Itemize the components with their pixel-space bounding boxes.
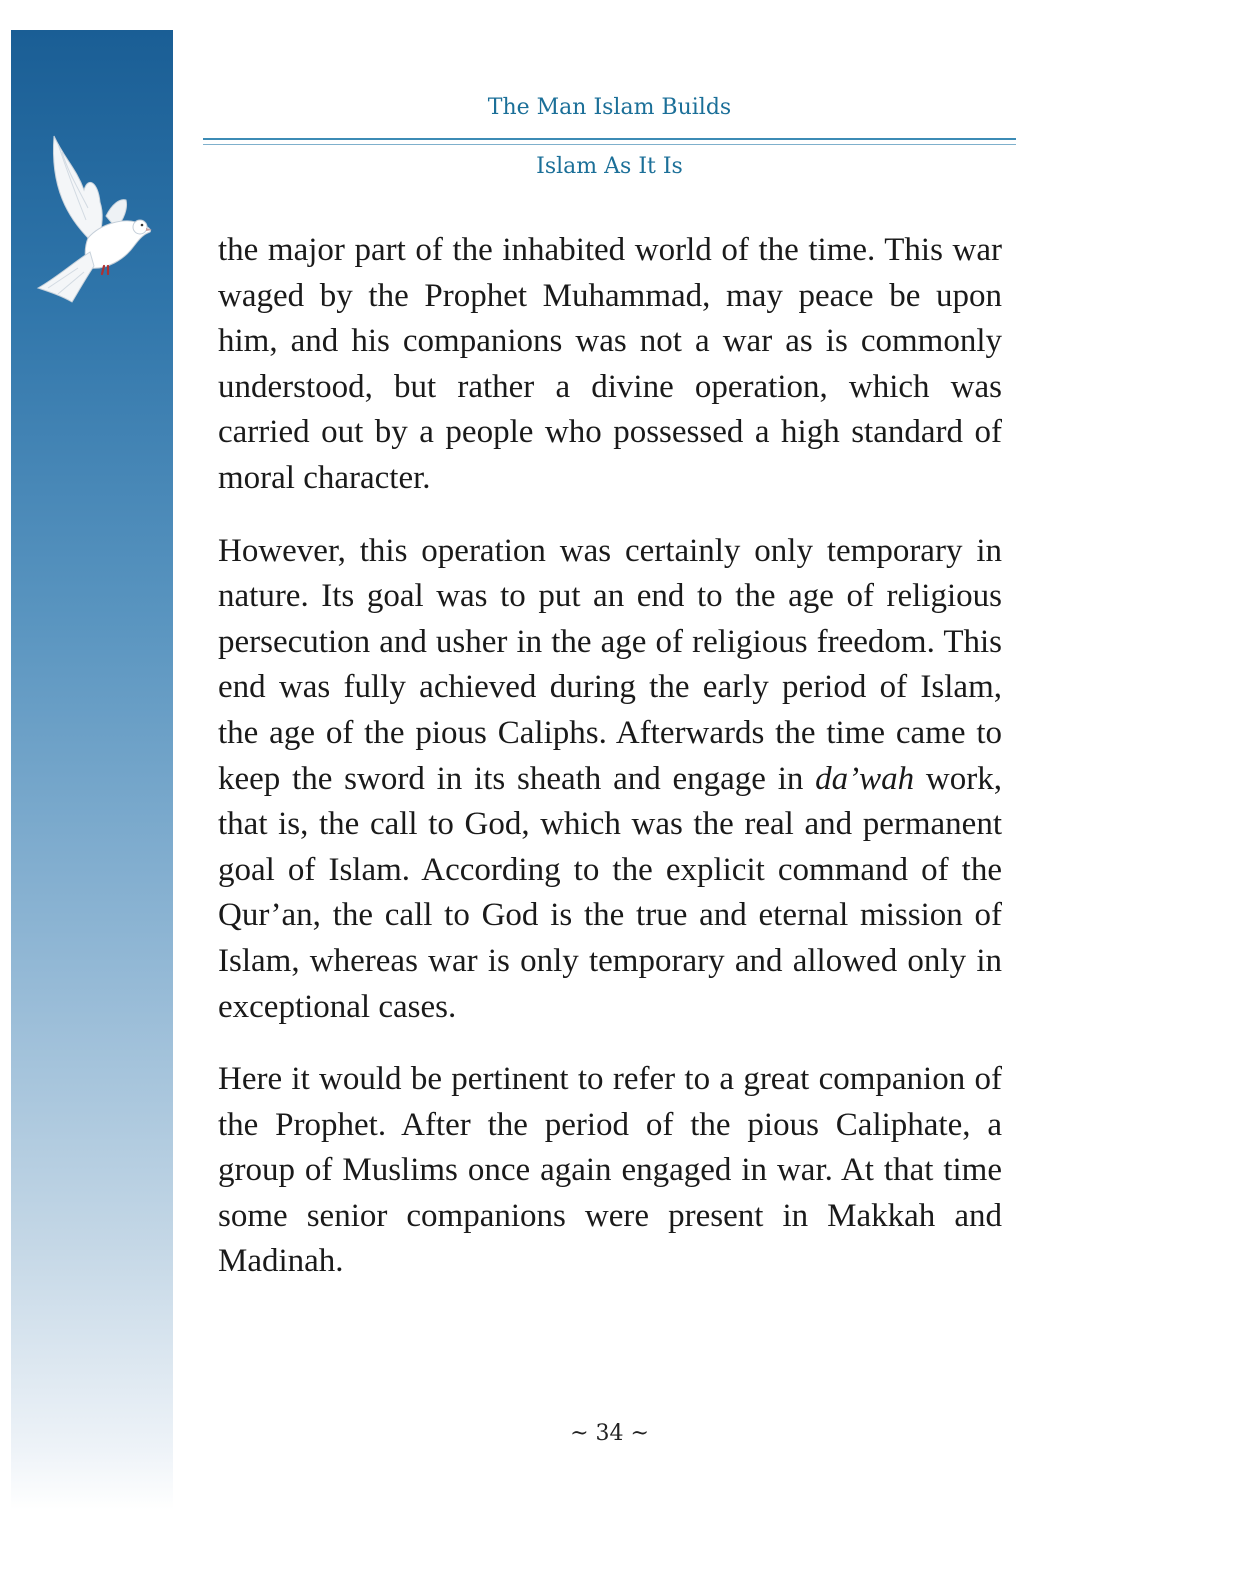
paragraph-2-text-after: work, that is, the call to God, which was the real and permanent goal of Islam. According to the explicit command of the Qur’an, the call to God is the true and eternal mission of Islam, whereas war is only temporary and allowed only in exceptional cases. <box>218 760 1003 1025</box>
running-header-title: The Man Islam Builds <box>487 95 732 120</box>
header-rule-thick <box>203 138 1016 140</box>
paragraph-2-text-before: However, this operation was certainly only temporary in nature. Its goal was to put an end to the age of religious persecution and usher in the age of religious freedom. This end was fully achieved during the early period of Islam, the age of the pious Caliphs. Afterwards the time came to keep the sword in its sheath and engage in <box>218 532 1002 797</box>
running-header-subtitle: Islam As It Is <box>536 154 683 179</box>
paragraph-2-italic-term: da’wah <box>815 760 915 797</box>
paragraph-2 <box>218 529 1002 1031</box>
dove-icon <box>28 128 156 308</box>
page-number: ~ 34 ~ <box>570 1421 649 1446</box>
paragraph-3-text: Here it would be pertinent to refer to a great companion of the Prophet. After the period of the pious Caliphate, a group of Muslims once again engaged in war. At that time some senior companions were present in Makkah and Madinah. <box>218 1061 1002 1280</box>
paragraph-1-text: the major part of the inhabited world of the time. This war waged by the Prophet Muhammad, may peace be upon him, and his companions was not a war as is commonly understood, but rather a divine operation, which was carried out by a people who possessed a high standard of moral character. <box>218 232 1002 496</box>
body-text <box>218 228 1002 1312</box>
paragraph-3 <box>218 1057 1002 1285</box>
paragraph-1 <box>218 228 1002 502</box>
header-rule-thin <box>203 144 1016 145</box>
